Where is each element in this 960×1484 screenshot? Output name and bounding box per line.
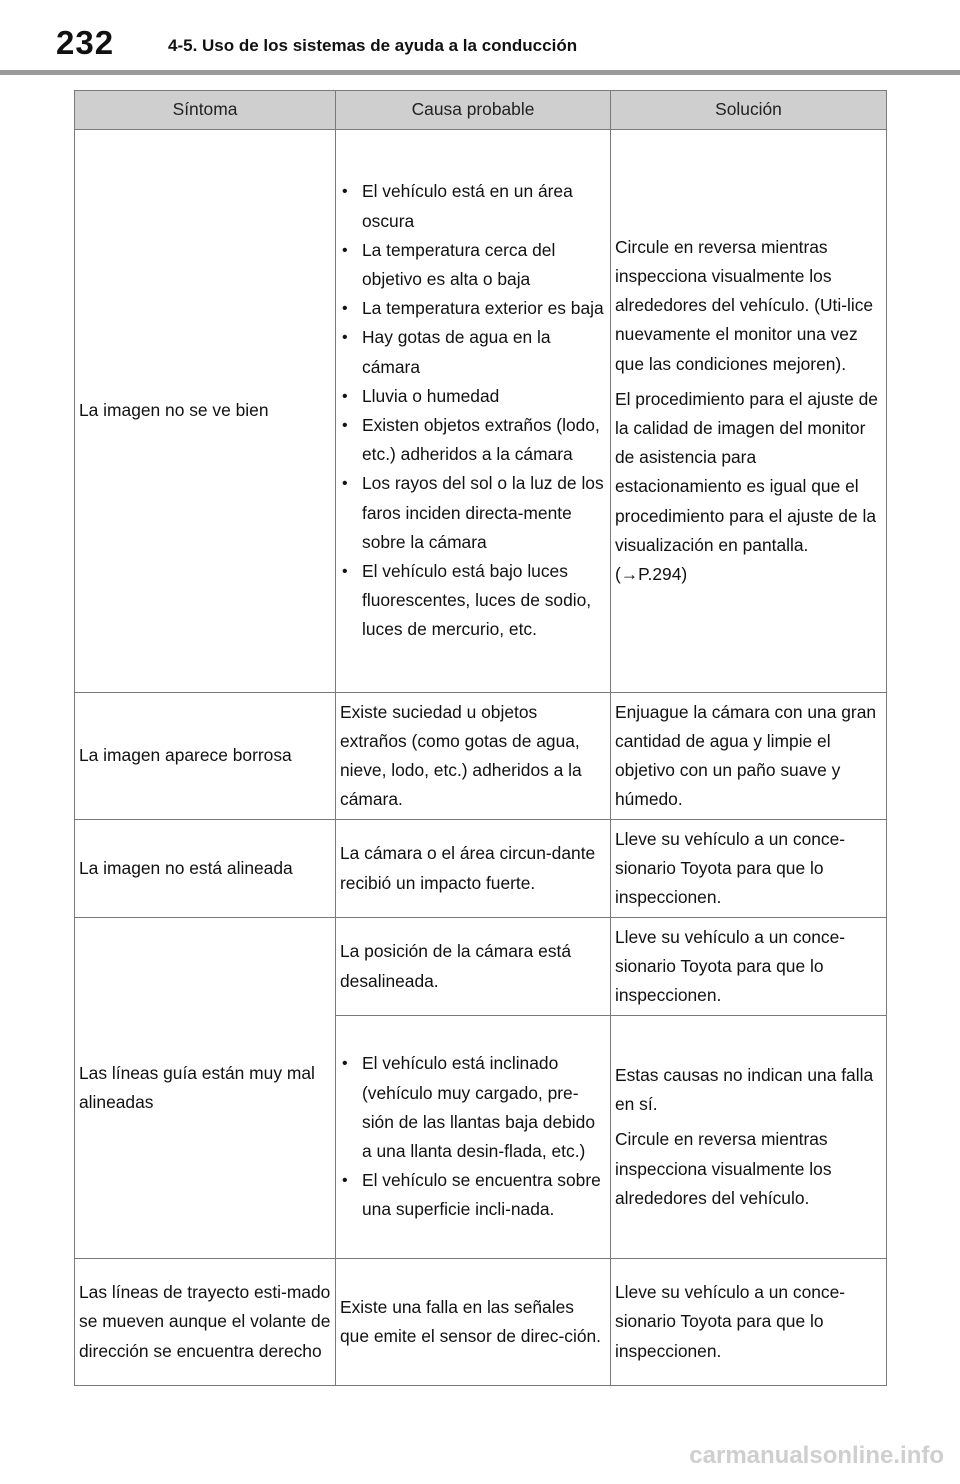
cause-cell bbox=[336, 130, 611, 693]
cause-list bbox=[340, 1049, 606, 1224]
cause-cell bbox=[336, 1016, 611, 1259]
cause-item: • Hay gotas de agua en la cámara bbox=[340, 323, 606, 381]
cause-list bbox=[340, 177, 606, 644]
cause-cell: Existe una falla en las señales que emite el sensor de direc-ción. bbox=[336, 1259, 611, 1386]
solution-cell: Lleve su vehículo a un conce-sionario Toyota para que lo inspeccionen. bbox=[611, 1259, 887, 1386]
table-header-row bbox=[75, 91, 887, 130]
symptom-cell: La imagen aparece borrosa bbox=[75, 693, 336, 820]
solution-paragraph: Circule en reversa mientras inspecciona visualmente los alrededores del vehículo. (Uti-lice nuevamente el monitor una vez que las condiciones mejoren). bbox=[615, 236, 874, 374]
cause-cell: Existe suciedad u objetos extraños (como gotas de agua, nieve, lodo, etc.) adheridos a la cámara. bbox=[336, 693, 611, 820]
cause-item: • El vehículo se encuentra sobre una superficie incli-nada. bbox=[340, 1166, 606, 1224]
solution-cell bbox=[611, 1016, 887, 1259]
column-header-symptom: Síntoma bbox=[75, 91, 336, 130]
page-number: 232 bbox=[56, 24, 115, 61]
troubleshooting-table bbox=[74, 90, 887, 1386]
cause-item: • El vehículo está bajo luces fluorescentes, luces de sodio, luces de mercurio, etc. bbox=[340, 557, 606, 645]
cause-cell: La cámara o el área circun-dante recibió un impacto fuerte. bbox=[336, 820, 611, 918]
symptom-cell: Las líneas de trayecto esti-mado se mueven aunque el volante de dirección se encuentra derecho bbox=[75, 1259, 336, 1386]
cause-item: • El vehículo está en un área oscura bbox=[340, 177, 606, 235]
solution-cell: Lleve su vehículo a un conce-sionario Toyota para que lo inspeccionen. bbox=[611, 820, 887, 918]
cause-item: • Lluvia o humedad bbox=[340, 382, 606, 411]
cause-item: • Existen objetos extraños (lodo, etc.) adheridos a la cámara bbox=[340, 411, 606, 469]
solution-cell: Enjuague la cámara con una gran cantidad de agua y limpie el objetivo con un paño suave y húmedo. bbox=[611, 693, 887, 820]
column-header-solution: Solución bbox=[611, 91, 887, 130]
table-row bbox=[75, 130, 887, 693]
column-header-cause: Causa probable bbox=[336, 91, 611, 130]
solution-paragraph: Circule en reversa mientras inspecciona visualmente los alrededores del vehículo. bbox=[615, 1129, 832, 1208]
symptom-cell: La imagen no se ve bien bbox=[75, 130, 336, 693]
table-row bbox=[75, 820, 887, 918]
solution-paragraph: El procedimiento para el ajuste de la calidad de imagen del monitor de asistencia para estacionamiento es igual que el procedimiento para el ajuste de la visualización en pantalla. (→P.294) bbox=[615, 388, 878, 585]
cause-item: • El vehículo está inclinado (vehículo muy cargado, pre-sión de las llantas baja debido a una llanta desin-flada, etc.) bbox=[340, 1049, 606, 1166]
cause-item: • La temperatura exterior es baja bbox=[340, 294, 606, 323]
section-title: 4-5. Uso de los sistemas de ayuda a la conducción bbox=[168, 36, 578, 55]
solution-paragraph: Estas causas no indican una falla en sí. bbox=[615, 1064, 874, 1115]
cause-cell: La posición de la cámara está desalineada. bbox=[336, 918, 611, 1016]
header-divider bbox=[0, 70, 960, 75]
cause-item: • Los rayos del sol o la luz de los faros inciden directa-mente sobre la cámara bbox=[340, 469, 606, 557]
symptom-cell: La imagen no está alineada bbox=[75, 820, 336, 918]
solution-cell bbox=[611, 130, 887, 693]
watermark: carmanualsonline.info bbox=[689, 1442, 944, 1469]
cause-item: • La temperatura cerca del objetivo es alta o baja bbox=[340, 236, 606, 294]
table-row bbox=[75, 1259, 887, 1386]
table-row bbox=[75, 918, 887, 1016]
symptom-cell: Las líneas guía están muy mal alineadas bbox=[75, 918, 336, 1259]
table-row bbox=[75, 693, 887, 820]
solution-cell: Lleve su vehículo a un conce-sionario Toyota para que lo inspeccionen. bbox=[611, 918, 887, 1016]
